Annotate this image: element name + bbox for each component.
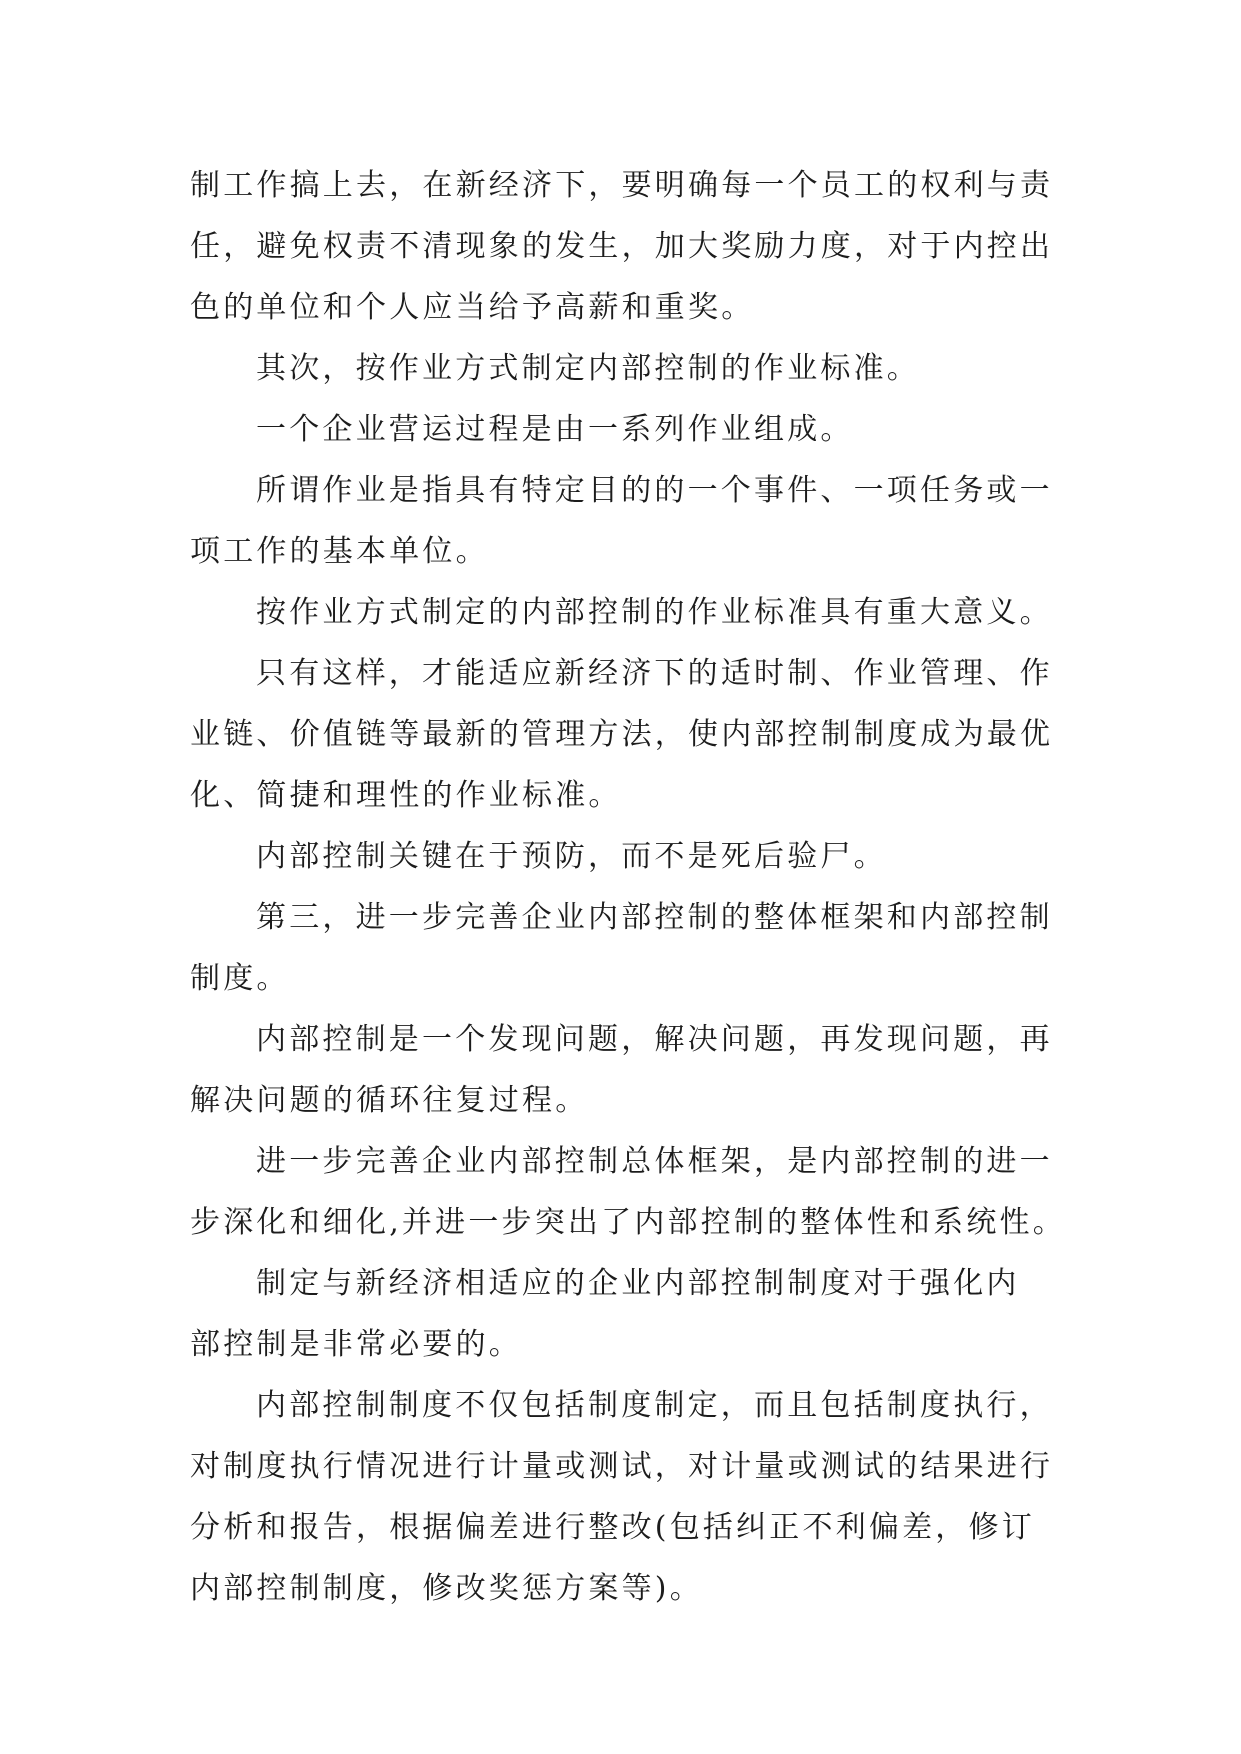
text-line: 解决问题的循环往复过程。 bbox=[190, 1083, 589, 1118]
text-line: 色的单位和个人应当给予高薪和重奖。 bbox=[190, 290, 755, 325]
text-line: 部控制是非常必要的。 bbox=[190, 1327, 522, 1362]
paragraph-6 bbox=[190, 643, 1060, 826]
text-line: 步深化和细化,并进一步突出了内部控制的整体性和系统性。 bbox=[190, 1205, 1066, 1240]
paragraph-12 bbox=[190, 1375, 1060, 1619]
paragraph-8 bbox=[190, 887, 1060, 1009]
text-line: 对制度执行情况进行计量或测试，对计量或测试的结果进行 bbox=[190, 1449, 1054, 1484]
paragraph-10 bbox=[190, 1131, 1066, 1253]
paragraph-9 bbox=[190, 1009, 1060, 1131]
document-body bbox=[190, 155, 1066, 1619]
text-line: 制度。 bbox=[190, 961, 290, 996]
text-line: 内部控制制度不仅包括制度制定，而且包括制度执行， bbox=[256, 1388, 1053, 1423]
paragraph-7 bbox=[190, 826, 1060, 887]
paragraph-2 bbox=[190, 338, 1060, 399]
text-line: 内部控制制度，修改奖惩方案等)。 bbox=[190, 1571, 703, 1606]
paragraph-3 bbox=[190, 399, 1060, 460]
text-line: 只有这样，才能适应新经济下的适时制、作业管理、作 bbox=[256, 656, 1053, 691]
text-line: 任，避免权责不清现象的发生，加大奖励力度，对于内控出 bbox=[190, 229, 1054, 264]
text-line: 第三，进一步完善企业内部控制的整体框架和内部控制 bbox=[256, 900, 1053, 935]
text-line: 按作业方式制定的内部控制的作业标准具有重大意义。 bbox=[256, 595, 1053, 630]
text-line: 制定与新经济相适应的企业内部控制制度对于强化内 bbox=[256, 1266, 1020, 1301]
paragraph-5 bbox=[190, 582, 1060, 643]
text-line: 所谓作业是指具有特定目的的一个事件、一项任务或一 bbox=[256, 473, 1053, 508]
text-line: 进一步完善企业内部控制总体框架，是内部控制的进一 bbox=[256, 1144, 1053, 1179]
paragraph-11 bbox=[190, 1253, 1060, 1375]
paragraph-1 bbox=[190, 155, 1060, 338]
text-line: 制工作搞上去，在新经济下，要明确每一个员工的权利与责 bbox=[190, 168, 1054, 203]
text-line: 一个企业营运过程是由一系列作业组成。 bbox=[256, 412, 854, 447]
text-line: 内部控制是一个发现问题，解决问题，再发现问题，再 bbox=[256, 1022, 1053, 1057]
text-line: 业链、价值链等最新的管理方法，使内部控制制度成为最优 bbox=[190, 717, 1054, 752]
paragraph-4 bbox=[190, 460, 1060, 582]
text-line: 化、简捷和理性的作业标准。 bbox=[190, 778, 622, 813]
text-line: 分析和报告，根据偏差进行整改(包括纠正不利偏差，修订 bbox=[190, 1510, 1035, 1545]
text-line: 其次，按作业方式制定内部控制的作业标准。 bbox=[256, 351, 920, 386]
text-line: 内部控制关键在于预防，而不是死后验尸。 bbox=[256, 839, 887, 874]
text-line: 项工作的基本单位。 bbox=[190, 534, 489, 569]
